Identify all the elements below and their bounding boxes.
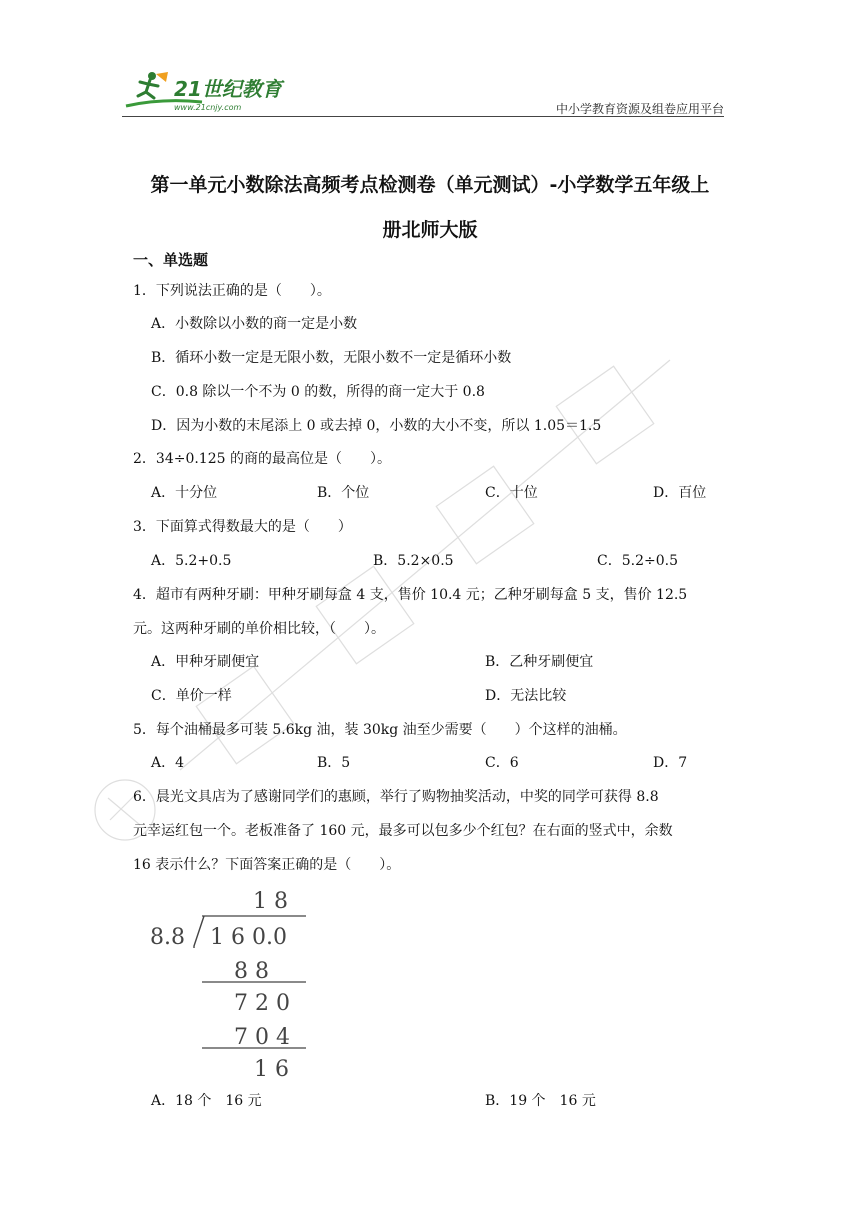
question-4-option-b[interactable]: B．乙种牙刷便宜 — [485, 654, 594, 670]
question-1-stem: 1．下列说法正确的是（ ）。 — [133, 283, 331, 299]
question-1-option-d[interactable]: D．因为小数的末尾添上 0 或去掉 0，小数的大小不变，所以 1.05＝1.5 — [151, 418, 602, 434]
question-1-option-a[interactable]: A．小数除以小数的商一定是小数 — [151, 316, 358, 332]
question-2-option-b[interactable]: B．个位 — [317, 485, 370, 501]
question-2-option-c[interactable]: C．十位 — [485, 485, 538, 501]
division-step2: 7 2 0 — [234, 991, 290, 1016]
question-6-stem-line3: 16 表示什么？下面答案正确的是（ ）。 — [133, 857, 401, 873]
question-3-option-b[interactable]: B．5.2×0.5 — [373, 553, 454, 569]
division-step1: 8 8 — [234, 959, 269, 984]
question-4-stem-line1: 4．超市有两种牙刷：甲种牙刷每盒 4 支，售价 10.4 元；乙种牙刷每盒 5 支，售价 12.5 — [133, 587, 688, 603]
logo-21cnjy — [122, 68, 292, 114]
division-remainder: 1 6 — [254, 1057, 289, 1082]
division-step3: 7 0 4 — [234, 1025, 290, 1050]
question-4-option-d[interactable]: D．无法比较 — [485, 688, 567, 704]
header-divider — [122, 116, 724, 117]
question-5-option-a[interactable]: A．4 — [151, 755, 185, 771]
question-6-stem-line2: 元幸运红包一个。老板准备了 160 元，最多可以包多少个红包？在右面的竖式中，余数 — [133, 823, 673, 839]
question-3-option-a[interactable]: A．5.2+0.5 — [151, 553, 232, 569]
question-6-option-b[interactable]: B．19 个 16 元 — [485, 1093, 596, 1109]
question-6-stem-line1: 6．晨光文具店为了感谢同学们的惠顾，举行了购物抽奖活动，中奖的同学可获得 8.8 — [133, 789, 659, 805]
question-2-option-d[interactable]: D．百位 — [653, 485, 707, 501]
question-3-stem: 3．下面算式得数最大的是（ ） — [133, 519, 352, 535]
question-5-option-b[interactable]: B．5 — [317, 755, 351, 771]
page-header — [122, 64, 724, 116]
document-title-line1: 第一单元小数除法高频考点检测卷（单元测试）-小学数学五年级上 — [150, 174, 710, 196]
question-1-option-b[interactable]: B．循环小数一定是无限小数，无限小数不一定是循环小数 — [151, 350, 512, 366]
svg-text:www.21cnjy.com: www.21cnjy.com — [174, 103, 242, 112]
division-divisor: 8.8 — [150, 925, 185, 950]
question-1-option-c[interactable]: C．0.8 除以一个不为 0 的数，所得的商一定大于 0.8 — [151, 384, 485, 400]
question-6-option-a[interactable]: A．18 个 16 元 — [151, 1093, 262, 1109]
question-2-stem: 2．34÷0.125 的商的最高位是（ ）。 — [133, 451, 391, 467]
question-2-option-a[interactable]: A．十分位 — [151, 485, 218, 501]
question-4-option-a[interactable]: A．甲种牙刷便宜 — [151, 654, 260, 670]
question-4-stem-line2: 元。这两种牙刷的单价相比较，（ ）。 — [133, 621, 385, 637]
question-4-option-c[interactable]: C．单价一样 — [151, 688, 232, 704]
question-5-option-d[interactable]: D．7 — [653, 755, 688, 771]
division-quotient: 1 8 — [253, 889, 288, 914]
platform-label: 中小学教育资源及组卷应用平台 — [555, 102, 724, 116]
section-heading: 一、单选题 — [133, 251, 209, 269]
division-dividend: 1 6 0.0 — [210, 925, 287, 950]
long-division-figure — [148, 882, 318, 1082]
question-5-stem: 5．每个油桶最多可装 5.6kg 油，装 30kg 油至少需要（ ）个这样的油桶。 — [133, 722, 627, 738]
question-5-option-c[interactable]: C．6 — [485, 755, 519, 771]
document-title-line2: 册北师大版 — [382, 219, 478, 241]
svg-text:21世纪教育: 21世纪教育 — [174, 77, 282, 101]
question-3-option-c[interactable]: C．5.2÷0.5 — [597, 553, 678, 569]
